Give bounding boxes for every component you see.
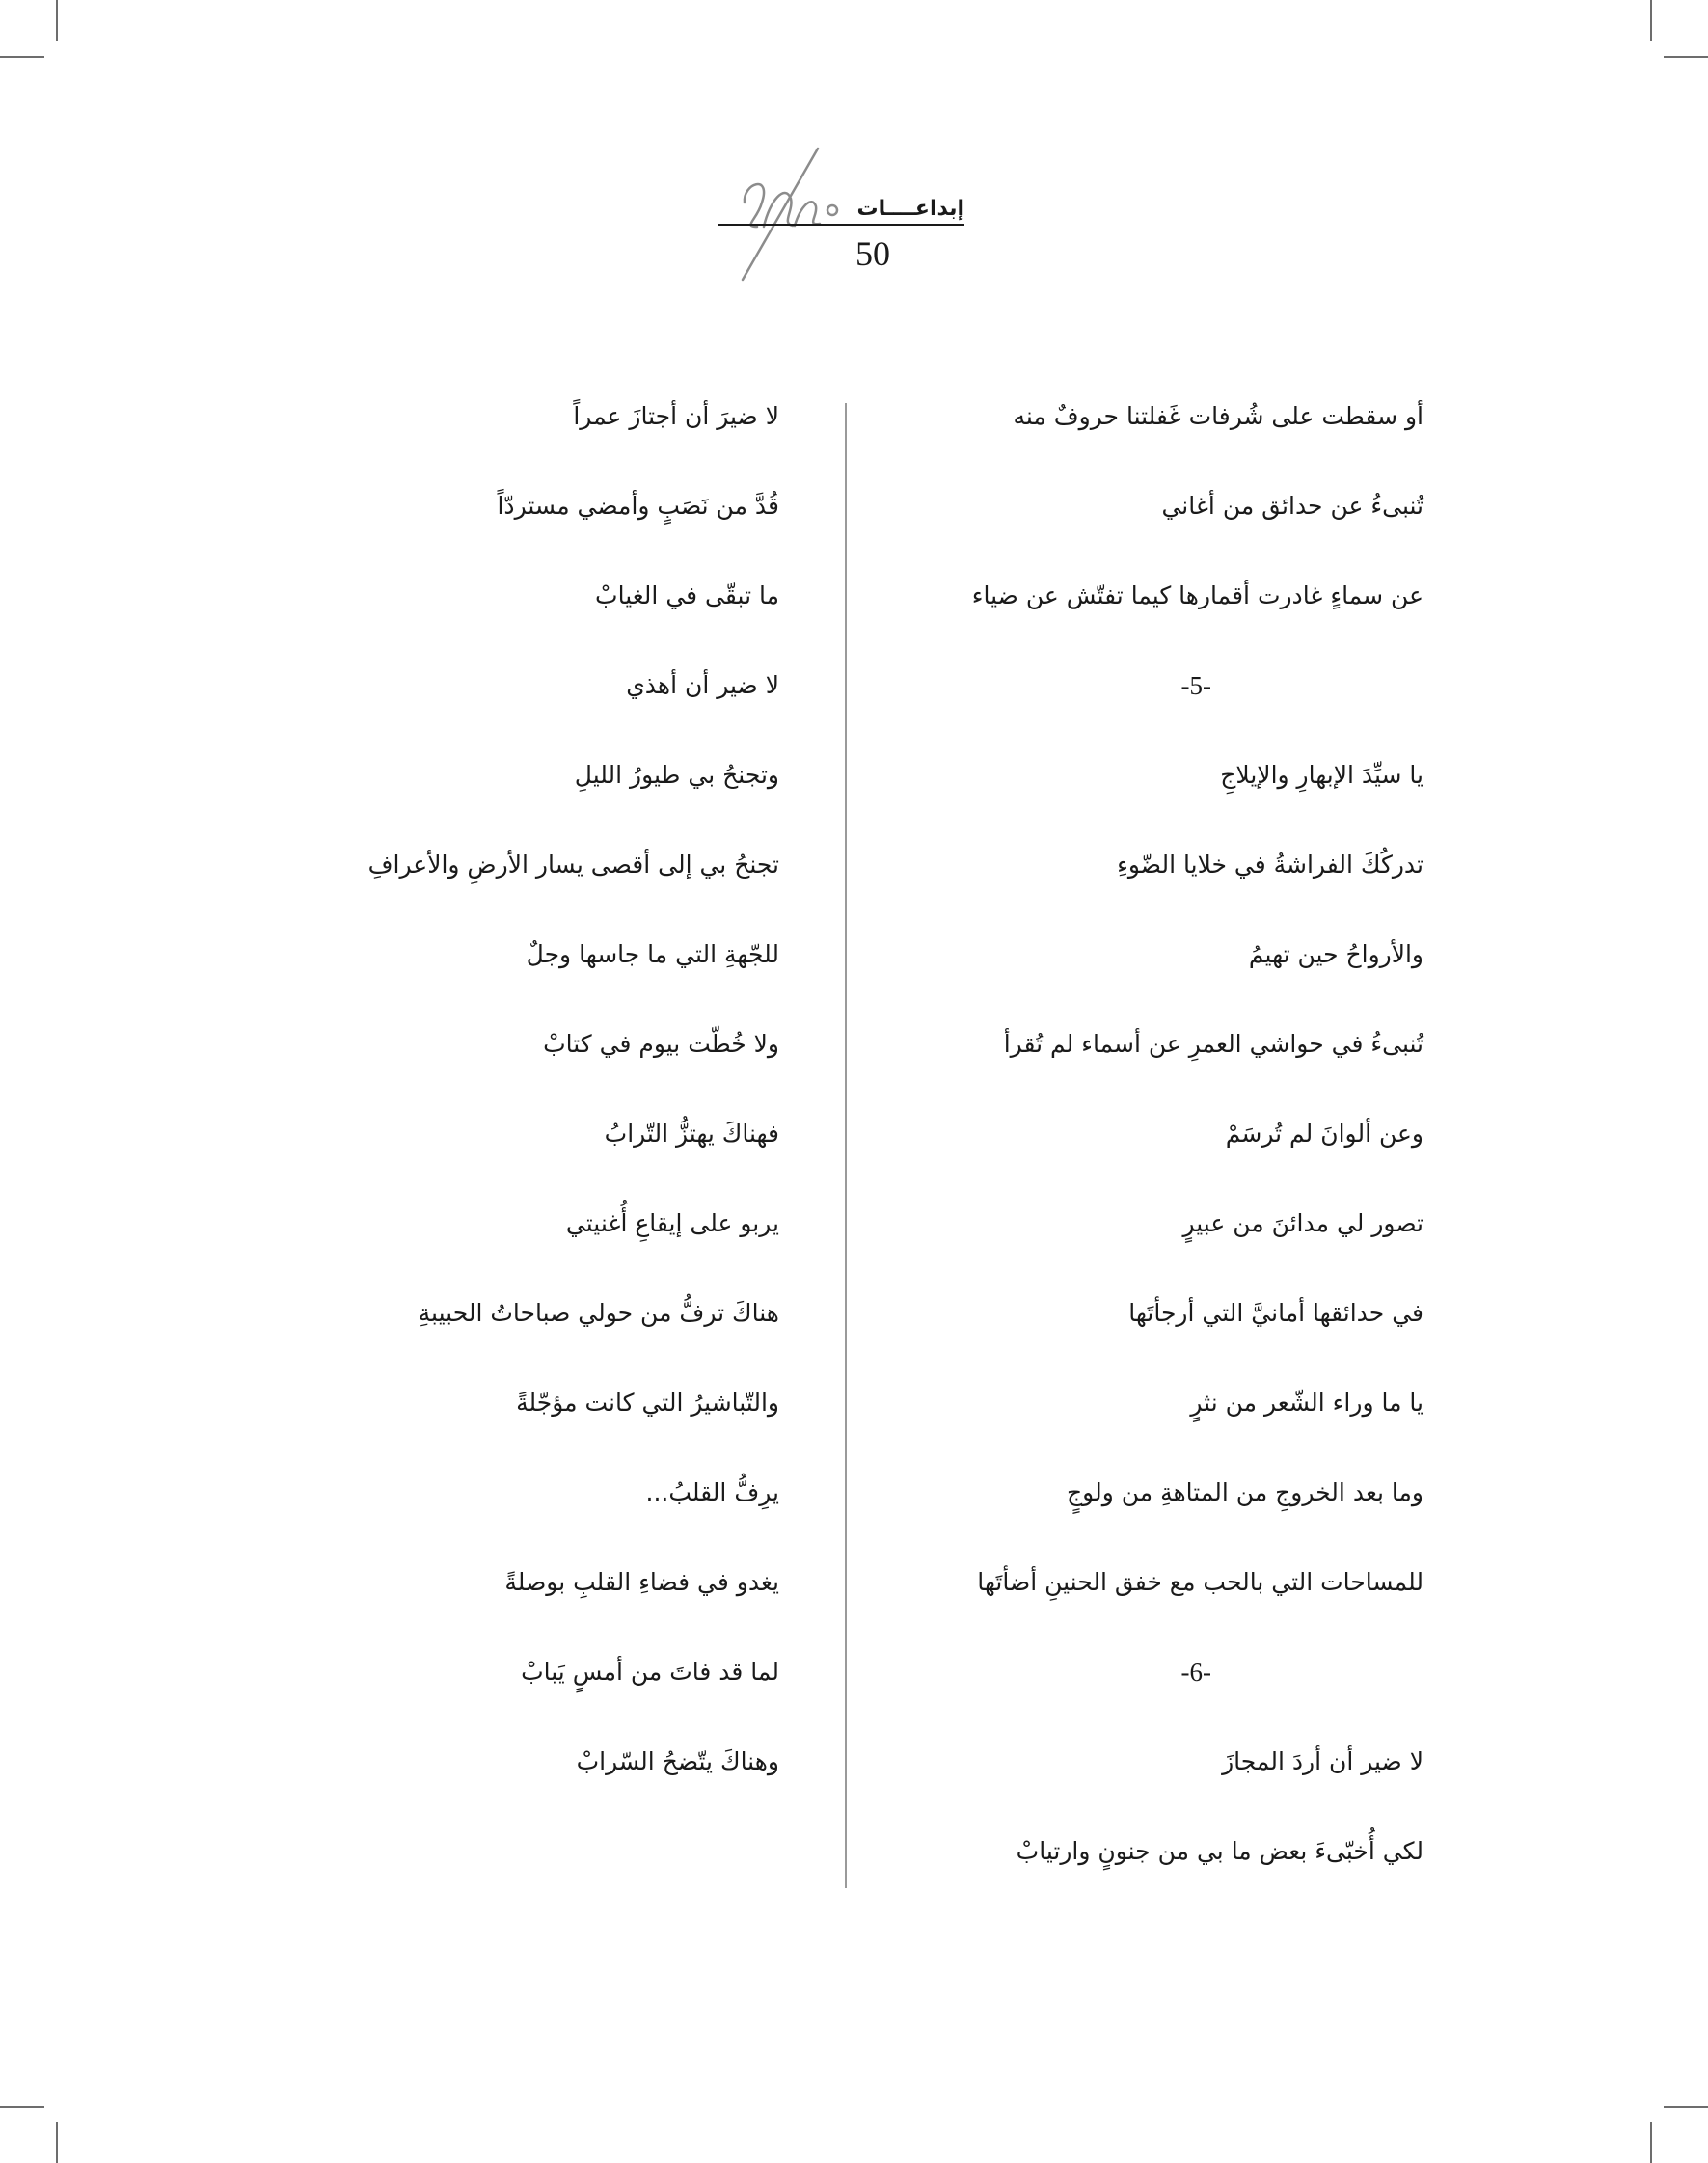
crop-mark: [56, 2122, 58, 2163]
page-header: [704, 145, 974, 289]
poem-line: تجنحُ بي إلى أقصى يسار الأرضِ والأعرافِ: [367, 851, 779, 879]
crop-mark: [56, 0, 58, 41]
page-number: 50: [855, 234, 890, 273]
header-rule: [718, 224, 964, 226]
poem-left-column: [309, 392, 779, 1827]
poem-line: ولا خُطّت بيوم في كتابْ: [543, 1030, 779, 1058]
poem-line: للجّهةِ التي ما جاسها وجلٌ: [526, 940, 779, 968]
poem-line: فهناكَ يهتزُّ التّرابُ: [604, 1120, 779, 1148]
poem-line: يرِفُّ القلبُ...: [645, 1478, 779, 1506]
poem-line: وما بعد الخروجِ من المتاهةِ من ولوجٍ: [1067, 1478, 1423, 1506]
section-number: [955, 1648, 1423, 1738]
poem-line: وهناكَ يتّضحُ السّرابْ: [576, 1747, 779, 1775]
section-number: [955, 662, 1423, 751]
crop-mark: [1650, 0, 1652, 41]
poem-line: وعن ألوانَ لم تُرسَمْ: [1225, 1120, 1423, 1148]
poem-line: يغدو في فضاءِ القلبِ بوصلةً: [504, 1568, 779, 1596]
poem-line: لما قد فاتَ من أمسٍ يَبابْ: [521, 1658, 779, 1686]
poem-line: ما تبقّى في الغيابْ: [595, 581, 779, 609]
poem-line: تُنبىءُ عن حدائق من أغاني: [1161, 492, 1423, 520]
crop-mark: [0, 56, 44, 58]
poem-line: لا ضيرَ أن أجتازَ عمراً: [573, 402, 779, 430]
poem-line: تُنبىءُ في حواشي العمرِ عن أسماء لم تُقرأ: [1003, 1030, 1423, 1058]
crop-mark: [1664, 56, 1708, 58]
poem-line: لا ضير أن أهذي: [626, 671, 779, 699]
poem-line: يا سيِّدَ الإبهارِ والإيلاجِ: [1220, 761, 1423, 789]
poem-line: وتجنحُ بي طيورُ الليلِ: [574, 761, 779, 789]
poem-line: عن سماءٍ غادرت أقمارها كيما تفتّش عن ضياء: [971, 581, 1423, 609]
section-label: إبداعــــات: [856, 197, 964, 221]
poem-line: يربو على إيقاعِ أُغنيتي: [565, 1209, 779, 1237]
column-divider: [845, 403, 847, 1888]
poem-line: في حدائقها أمانيَّ التي أرجأتَها: [1128, 1299, 1423, 1327]
poem-line: تصور لي مدائنَ من عبيرٍ: [1182, 1209, 1423, 1237]
poem-line: والتّباشيرُ التي كانت مؤجّلةً: [516, 1389, 779, 1417]
poem-line: والأرواحُ حين تهيمُ: [1248, 940, 1423, 968]
crop-mark: [1650, 2122, 1652, 2163]
crop-mark: [0, 2106, 44, 2108]
poem-line: قُدَّ من نَصَبٍ وأمضي مستردّاً: [497, 492, 779, 520]
poem-line: لا ضير أن أردَ المجازَ: [1222, 1747, 1423, 1775]
poem-right-column: [955, 392, 1423, 1917]
crop-mark: [1664, 2106, 1708, 2108]
section-number-text: -5-: [1180, 671, 1211, 700]
poem-line: أو سقطت على شُرفات غَفلتنا حروفٌ منه: [1013, 402, 1423, 430]
poem-line: لكي أُخبّىءَ بعض ما بي من جنونٍ وارتيابْ: [1016, 1837, 1423, 1865]
poem-line: تدركُكَ الفراشةُ في خلايا الضّوءِ: [1117, 851, 1423, 879]
poem-line: يا ما وراء الشّعر من نثرٍ: [1190, 1389, 1423, 1417]
poem-line: هناكَ ترفُّ من حولي صباحاتُ الحبيبةِ: [418, 1299, 779, 1327]
section-number-text: -6-: [1180, 1658, 1211, 1687]
poem-line: للمساحات التي بالحب مع خفق الحنينِ أضأتَها: [977, 1568, 1423, 1596]
